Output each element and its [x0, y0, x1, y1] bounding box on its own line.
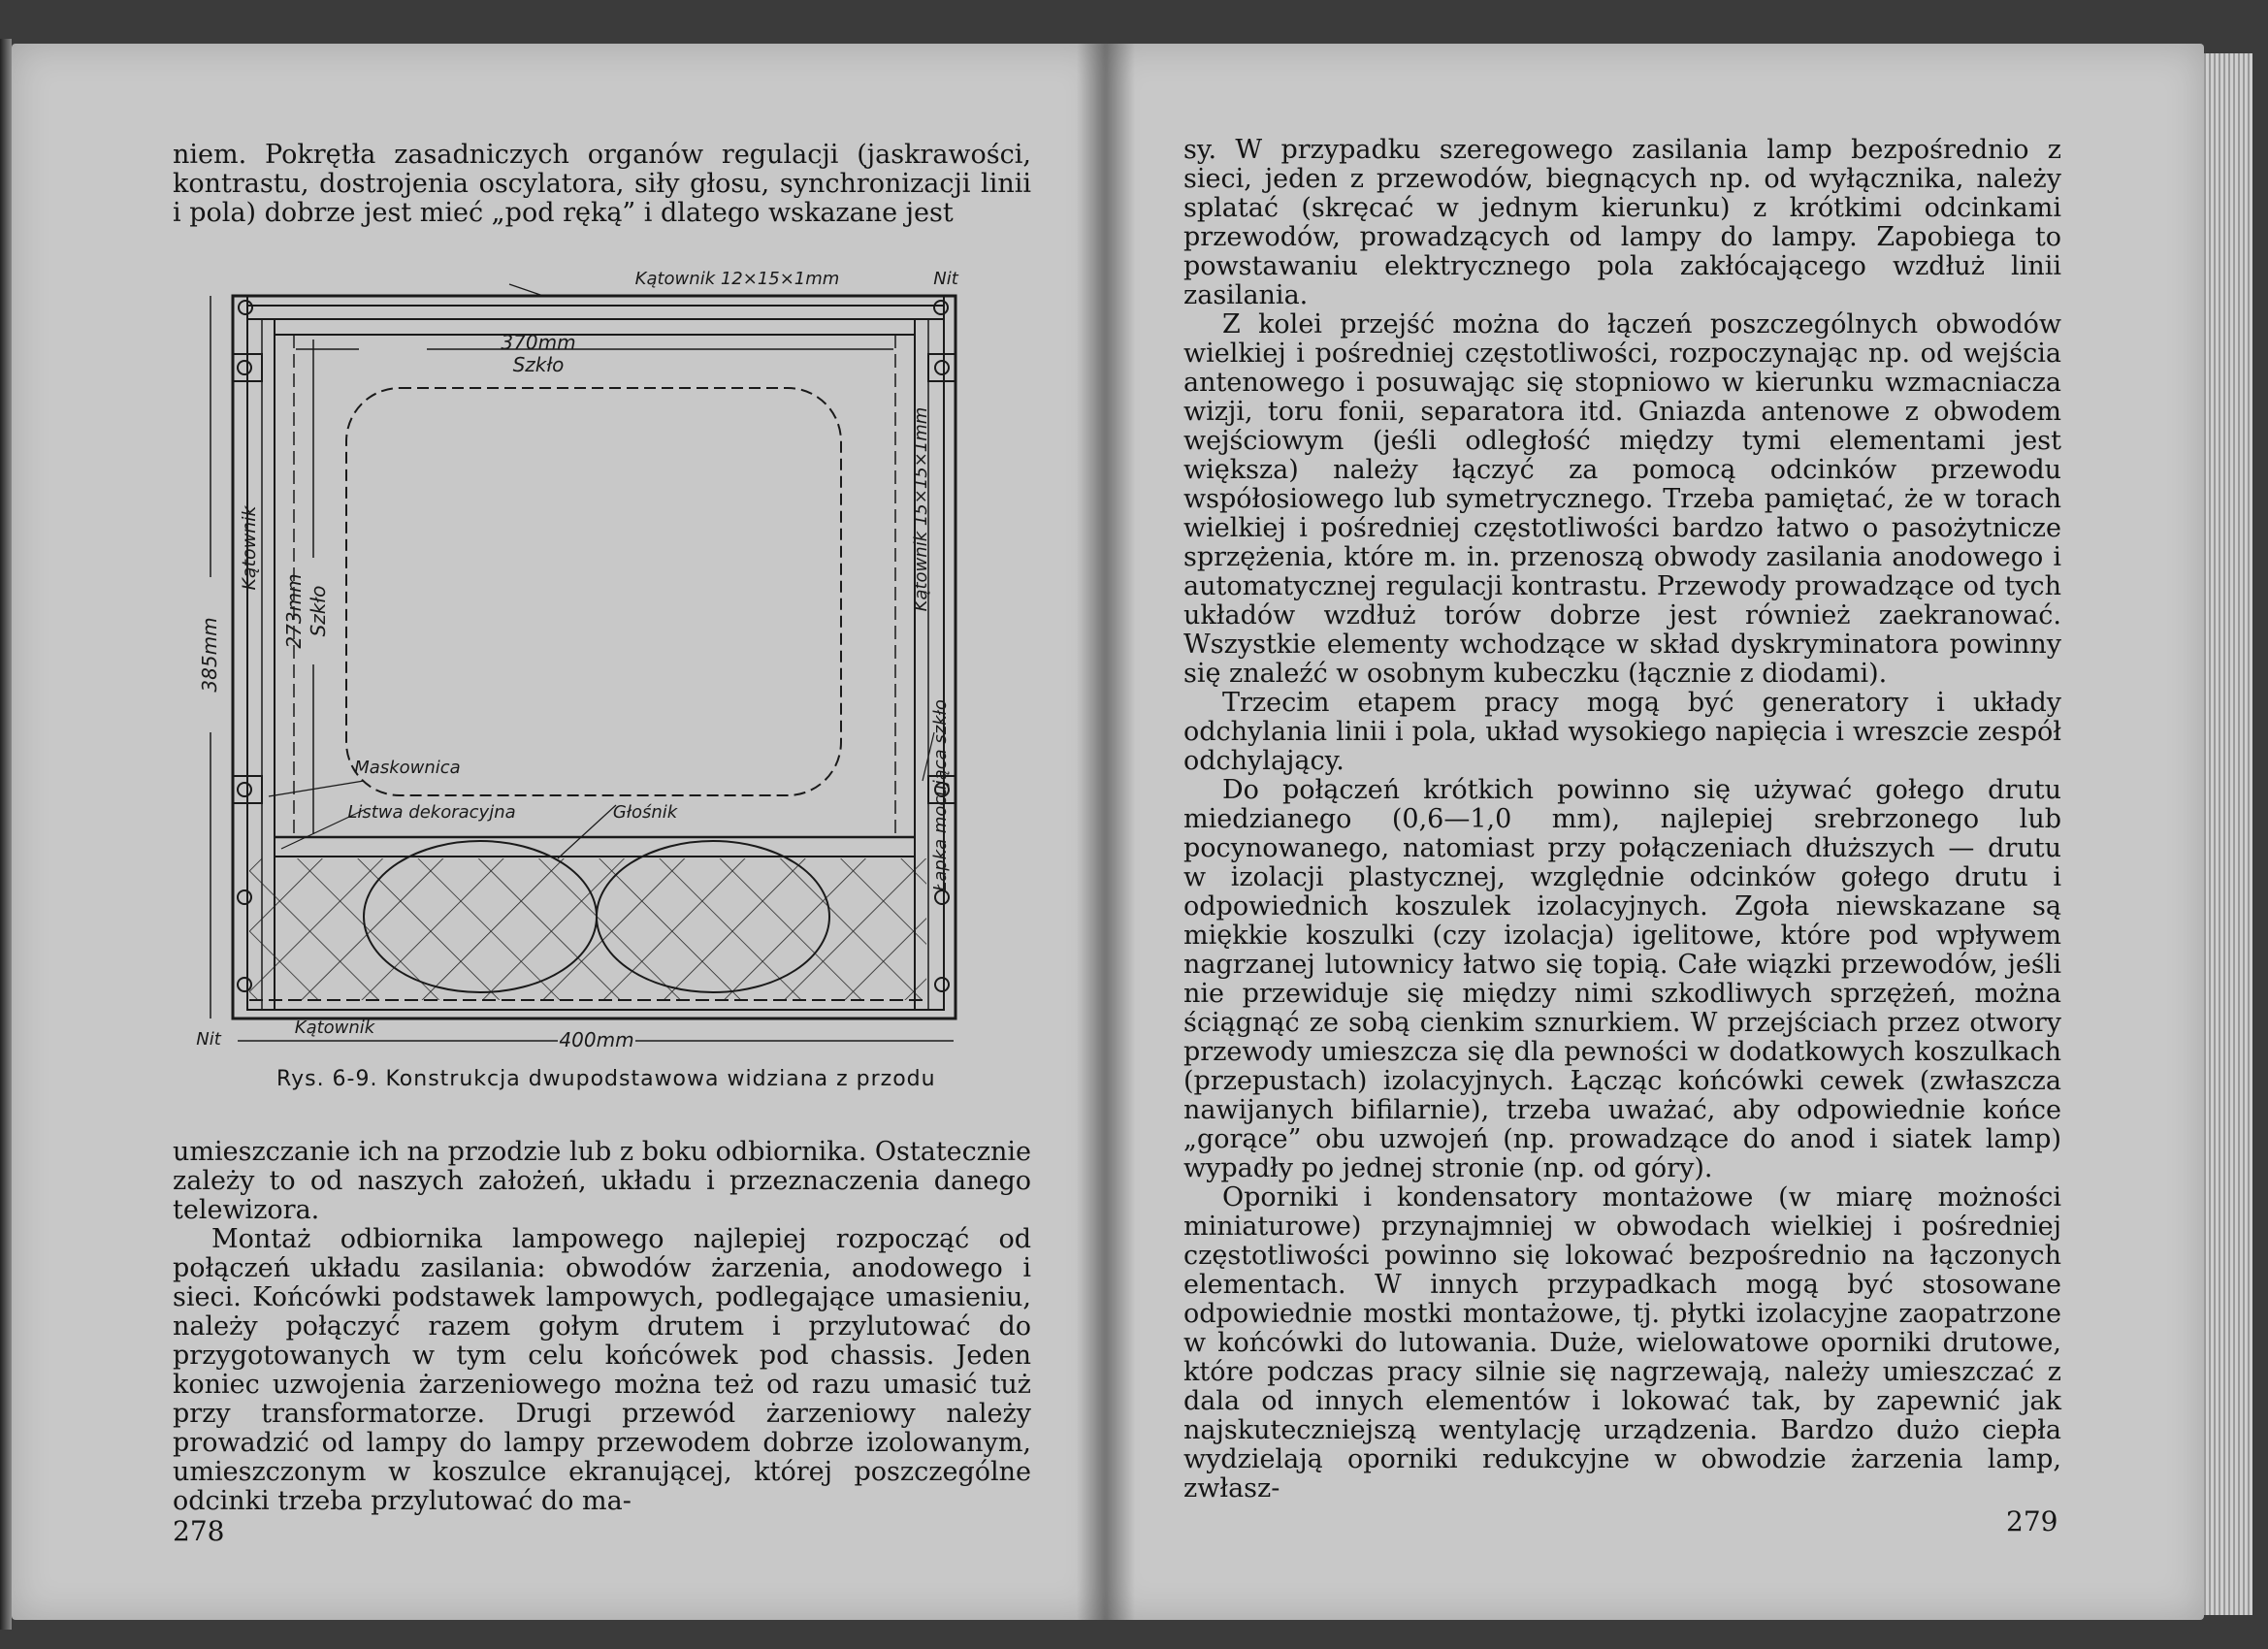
right-paragraph-3: Trzecim etapem pracy mogą być generatory i układy odchylania linii i pola, układ wysokiego napięcia i wreszcie zespół odchylający. — [1183, 688, 2061, 776]
left-page-number: 278 — [173, 1515, 225, 1547]
right-paragraph-4: Do połączeń krótkich powinno się używać gołego drutu miedzianego (0,6—1,0 mm), najlepiej srebrzonego lub pocynowanego, natomiast przy połączeniach dłuższych — drutu w izolacji plastycznej, względnie odcinków gołego drutu i odpowiednich koszulek izolacyjnych. Zgoła niewskazane są miękkie koszulki (czy izolacja) igelitowe, które pod wpływem nagrzanej lutownicy łatwo się topią. Całe wiązki przewodów, jeśli nie przewiduje się między nimi szkodliwych sprzężeń, można ściągnąć ze sobą cienkim sznurkiem. W przejściach przez otwory przewody umieszcza się dla pewności w dodatkowych koszulkach (przepustach) izolacyjnych. Łącząc końcówki cewek (zwłaszcza nawijanych bifilarnie), trzeba uważać, aby odpowiednie końce „gorące” obu uzwojeń (np. prowadzące do anod i siatek lamp) wypadły po jednej stronie (np. od góry). — [1183, 775, 2061, 1183]
left-paragraph-1: umieszczanie ich na przodzie lub z boku odbiornika. Ostatecznie zależy to od naszych założeń, układu i przeznaczenia danego telewizora. — [173, 1137, 1031, 1225]
label-mask: Maskownica — [354, 758, 461, 778]
label-height-total: 385mm — [198, 617, 221, 693]
right-body — [1183, 136, 2061, 1504]
label-width-glass: 370mm — [501, 331, 576, 354]
right-page-number: 279 — [2006, 1505, 2058, 1537]
label-rivet-bottom: Nit — [196, 1029, 221, 1050]
right-paragraph-2: Z kolei przejść można do łączeń poszczególnych obwodów wielkiej i pośredniej częstotliwości, rozpoczynając np. od wejścia antenowego i posuwając się stopniowo w kierunku wzmacniacza wizji, toru fonii, separatora itd. Gniazda antenowe z obwodem wejściowym (jeśli odległość między tymi elementami jest większa) należy łączyć za pomocą odcinków przewodu współosiowego lub symetrycznego. Trzeba pamiętać, że w torach wielkiej i pośredniej częstotliwości bardzo łatwo o pasożytnicze sprzężenia, które m. in. przenoszą obwody zasilania anodowego i automatycznej regulacji kontrastu. Przewody prowadzące od tych układów wzdłuż torów dobrze jest również zaekranować. Wszystkie elementy wchodzące w skład dyskryminatora powinny się znaleźć w osobnym kubeczku (łącznie z diodami). — [1183, 309, 2061, 689]
construction-figure — [189, 267, 1004, 1057]
book-edge-left — [0, 39, 12, 1630]
label-glass-top: Szkło — [512, 353, 565, 376]
label-angle-right: Kątownik 15×15×1mm — [911, 406, 931, 612]
label-rivet-top: Nit — [933, 269, 958, 289]
label-decor: Listwa dekoracyjna — [347, 802, 516, 823]
label-speaker: Głośnik — [612, 802, 678, 823]
label-height-glass: 273mm — [282, 573, 306, 649]
label-glass-side: Szkło — [307, 585, 330, 637]
figure-drawing — [189, 267, 1004, 1057]
label-angle-top: Kątownik 12×15×1mm — [634, 269, 840, 289]
label-angle-left: Kątownik — [239, 505, 260, 591]
figure-caption: Rys. 6-9. Konstrukcja dwupodstawowa widziana z przodu — [276, 1067, 936, 1091]
book-gutter — [1077, 44, 1135, 1620]
left-paragraph-2: Montaż odbiornika lampowego najlepiej rozpocząć od połączeń układu zasilania: obwodów żarzenia, anodowego i sieci. Końcówki podstawek lampowych, podlegające umasieniu, należy połączyć razem gołym drutem i przylutować do przygotowanych w tym celu końcówek pod chassis. Jeden koniec uzwojenia żarzeniowego można też od razu umasić tuż przy transformatorze. Drugi przewód żarzeniowy należy prowadzić od lampy do lampy przewodem dobrze izolowanym, umieszczonym w koszulce ekranującej, której poszczególne odcinki trzeba przylutować do ma- — [173, 1224, 1031, 1516]
book-edge-right — [2204, 53, 2252, 1615]
left-body — [173, 1138, 1031, 1516]
label-glass-clip: Łapka mocująca szkło — [930, 699, 951, 891]
right-paragraph-5: Oporniki i kondensatory montażowe (w miarę możności miniaturowe) przynajmniej w obwodach wielkiej i pośredniej częstotliwości powinno się lokować bezpośrednio na łączonych elementach. W innych przypadkach mogą być stosowane odpowiednie mostki montażowe, tj. płytki izolacyjne zaopatrzone w końcówki do lutowania. Duże, wielowatowe oporniki drutowe, które podczas pracy silnie się nagrzewają, należy umieszczać z dala od innych elementów i lokować tak, by zapewnić jak najskuteczniejszą wentylację urządzenia. Bardzo dużo ciepła wydzielają oporniki redukcyjne w obwodzie żarzenia lamp, zwłasz- — [1183, 1182, 2061, 1504]
right-paragraph-1: sy. W przypadku szeregowego zasilania lamp bezpośrednio z sieci, jeden z przewodów, biegnących np. od wyłącznika, należy splatać (skręcać w jednym kierunku) z krótkimi odcinkami przewodów, prowadzących od lampy do lampy. Zapobiega to powstawaniu elektrycznego pola zakłócającego wzdłuż linii zasilania. — [1183, 135, 2061, 310]
label-angle-bottom: Kątownik — [294, 1018, 375, 1038]
left-top-paragraph: niem. Pokrętła zasadniczych organów regulacji (jaskrawości, kontrastu, dostrojenia oscylatora, siły głosu, synchronizacji linii i pola) dobrze jest mieć „pod ręką” i dlatego wskazane jest — [173, 140, 1031, 228]
label-width-total: 400mm — [559, 1028, 634, 1051]
